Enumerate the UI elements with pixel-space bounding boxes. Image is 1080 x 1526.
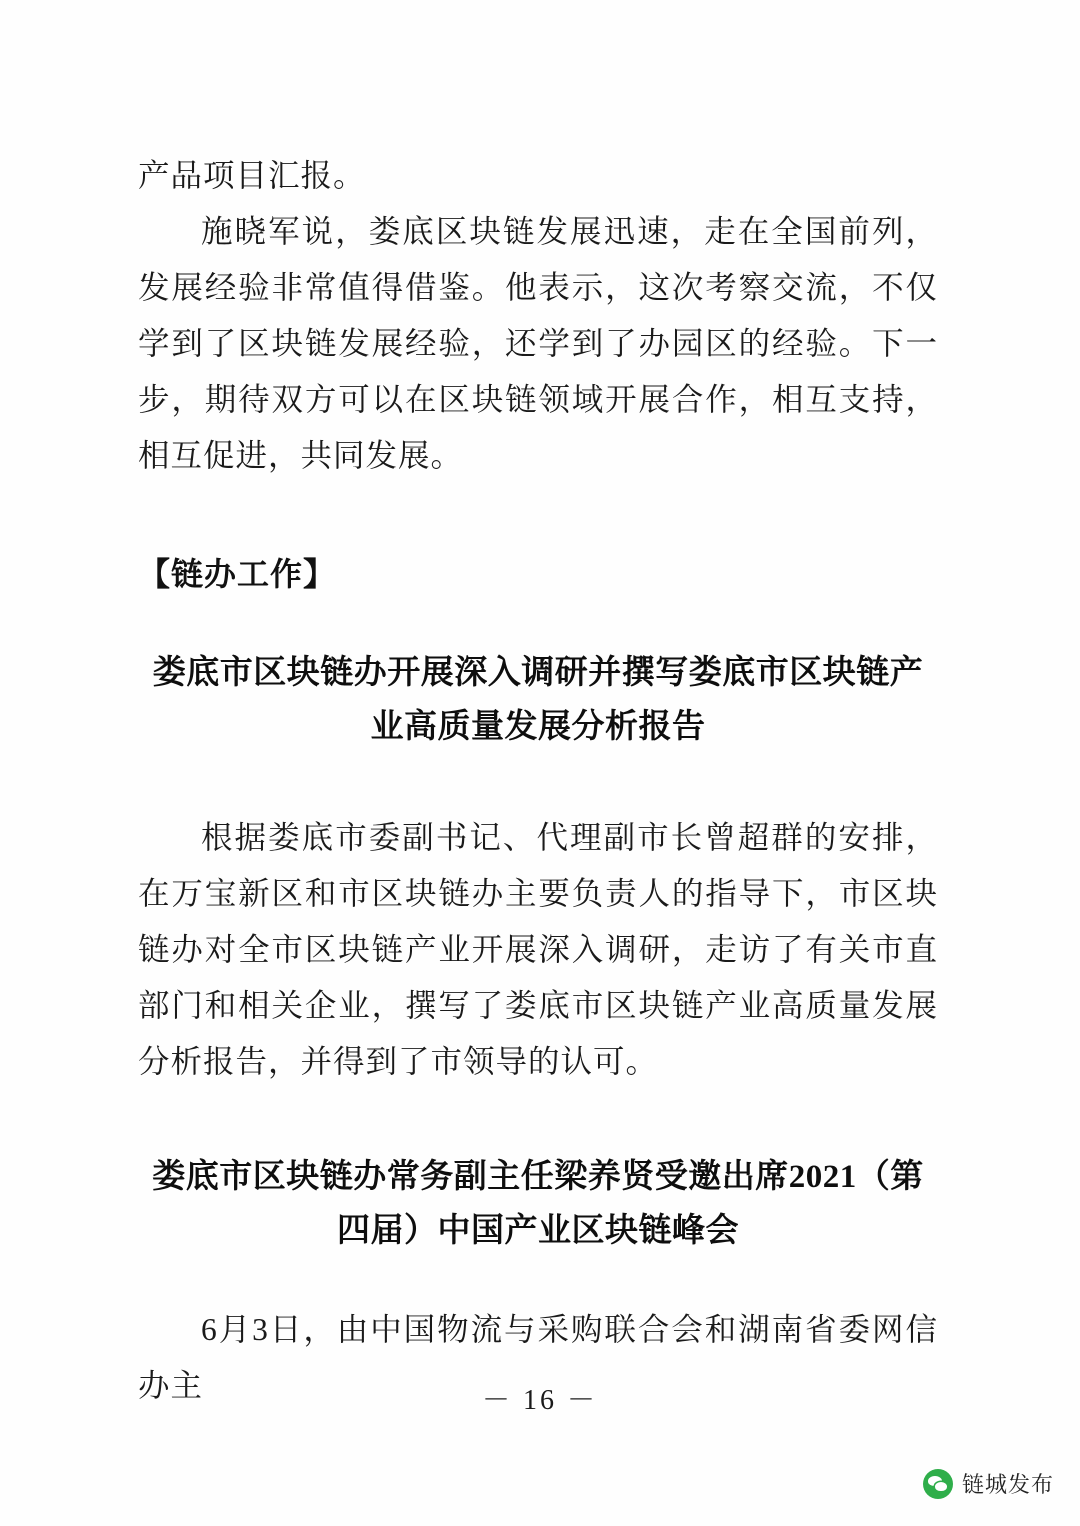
spacer bbox=[138, 754, 938, 810]
paragraph-research-report: 根据娄底市委副书记、代理副市长曾超群的安排，在万宝新区和市区块链办主要负责人的指导下，市区块链办对全市区块链产业开展深入调研，走访了有关市直部门和相关企业，撰写了娄底市区块链产业高质量发展分析报告，并得到了市领导的认可。 bbox=[138, 820, 938, 1079]
article-headline-research-report: 娄底市区块链办开展深入调研并撰写娄底市区块链产业高质量发展分析报告 bbox=[152, 655, 924, 745]
paragraph-shixiaojun: 施晓军说，娄底区块链发展迅速，走在全国前列，发展经验非常值得借鉴。他表示，这次考察交流，不仅学到了区块链发展经验，还学到了办园区的经验。下一步，期待双方可以在区块链领域开展合作，相互支持，相互促进，共同发展。 bbox=[138, 214, 938, 473]
wechat-account-badge bbox=[923, 1468, 1054, 1499]
section-tag-chainoffice-work: 【链办工作】 bbox=[138, 556, 337, 592]
spacer bbox=[138, 484, 938, 546]
paragraph-continued: 产品项目汇报。 bbox=[138, 158, 366, 193]
page-number: － 16 － bbox=[481, 1385, 598, 1416]
wechat-icon bbox=[923, 1469, 953, 1499]
spacer bbox=[138, 1258, 938, 1302]
article-headline-summit: 娄底市区块链办常务副主任梁养贤受邀出席2021（第四届）中国产业区块链峰会 bbox=[152, 1159, 924, 1249]
spacer bbox=[138, 602, 938, 646]
spacer bbox=[138, 1090, 938, 1150]
document-body bbox=[138, 148, 938, 1414]
paragraph-summit: 6月3日，由中国物流与采购联合会和湖南省委网信办主 bbox=[138, 1312, 938, 1403]
wechat-account-name: 链城发布 bbox=[961, 1472, 1054, 1497]
